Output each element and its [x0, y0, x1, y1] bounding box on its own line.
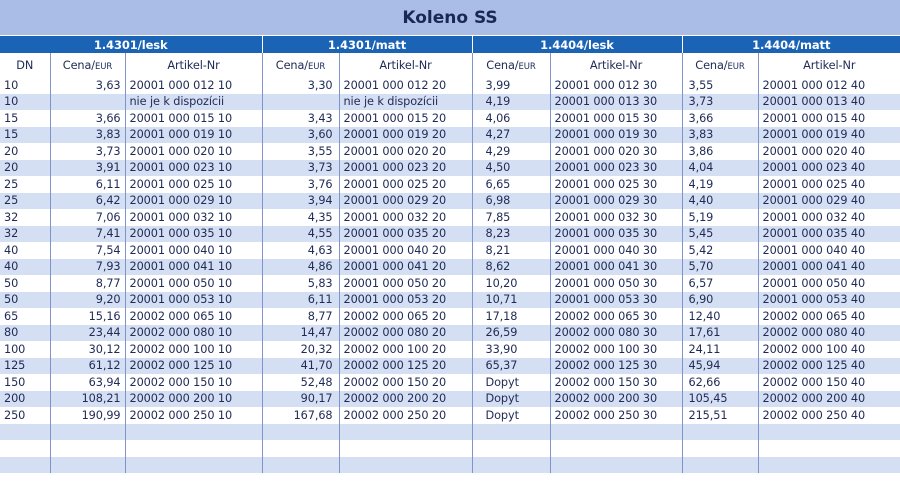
cell-dn: 40 — [0, 242, 50, 259]
column-header-price: Cena/EUR — [262, 53, 339, 77]
cell-price-4301-lesk — [50, 94, 125, 111]
table-row — [0, 176, 900, 193]
cell-price-4404-matt: 45,94 — [682, 358, 758, 375]
cell-price-4404-matt: 105,45 — [682, 391, 758, 408]
cell-article-4404-lesk: 20002 000 250 30 — [550, 407, 682, 424]
cell-dn: 200 — [0, 391, 50, 408]
cell-price-4404-matt: 6,90 — [682, 292, 758, 309]
cell-price-4404-matt: 5,19 — [682, 209, 758, 226]
cell-price-4404-matt: 5,45 — [682, 226, 758, 243]
cell-article-4301-lesk: 20001 000 041 10 — [125, 259, 262, 276]
cell-price-4404-matt — [682, 424, 758, 441]
cell-price-4301-matt — [262, 440, 339, 457]
cell-article-4301-matt: 20002 000 150 20 — [339, 374, 472, 391]
cell-price-4404-matt — [682, 457, 758, 474]
cell-article-4301-lesk: 20001 000 023 10 — [125, 160, 262, 177]
cell-price-4301-lesk: 61,12 — [50, 358, 125, 375]
cell-article-4301-matt: 20001 000 019 20 — [339, 127, 472, 144]
cell-article-4404-lesk: 20002 000 065 30 — [550, 308, 682, 325]
cell-price-4301-lesk — [50, 440, 125, 457]
table-row — [0, 127, 900, 144]
cell-price-4404-lesk: 4,50 — [472, 160, 550, 177]
cell-article-4301-matt: nie je k dispozícii — [339, 94, 472, 111]
cell-article-4404-lesk: 20002 000 100 30 — [550, 341, 682, 358]
cell-dn: 32 — [0, 209, 50, 226]
cell-article-4301-matt: 20001 000 025 20 — [339, 176, 472, 193]
cell-article-4404-matt — [758, 457, 900, 474]
cell-article-4301-matt: 20002 000 200 20 — [339, 391, 472, 408]
column-header-row — [0, 53, 900, 77]
table-row — [0, 242, 900, 259]
cell-price-4404-lesk: 8,23 — [472, 226, 550, 243]
cell-price-4301-lesk: 63,94 — [50, 374, 125, 391]
column-header-article: Artikel-Nr — [125, 53, 262, 77]
table-body — [0, 77, 900, 473]
cell-article-4404-matt: 20001 000 023 40 — [758, 160, 900, 177]
cell-article-4301-lesk — [125, 424, 262, 441]
cell-price-4301-matt: 3,76 — [262, 176, 339, 193]
cell-article-4404-matt — [758, 440, 900, 457]
cell-price-4404-lesk: 17,18 — [472, 308, 550, 325]
cell-price-4301-lesk: 7,41 — [50, 226, 125, 243]
cell-price-4301-matt: 3,43 — [262, 110, 339, 127]
cell-dn: 50 — [0, 275, 50, 292]
cell-article-4404-matt: 20002 000 065 40 — [758, 308, 900, 325]
cell-article-4404-matt: 20001 000 019 40 — [758, 127, 900, 144]
cell-dn: 150 — [0, 374, 50, 391]
cell-price-4301-lesk: 3,91 — [50, 160, 125, 177]
cell-article-4404-lesk: 20001 000 020 30 — [550, 143, 682, 160]
cell-article-4301-matt — [339, 440, 472, 457]
cell-dn: 15 — [0, 110, 50, 127]
cell-article-4301-lesk: 20001 000 015 10 — [125, 110, 262, 127]
cell-article-4404-lesk: 20001 000 025 30 — [550, 176, 682, 193]
cell-price-4404-lesk: 65,37 — [472, 358, 550, 375]
cell-price-4301-matt: 14,47 — [262, 325, 339, 342]
cell-article-4404-lesk: 20002 000 080 30 — [550, 325, 682, 342]
cell-article-4404-matt: 20001 000 032 40 — [758, 209, 900, 226]
cell-article-4404-matt: 20001 000 029 40 — [758, 193, 900, 210]
cell-price-4301-matt: 5,83 — [262, 275, 339, 292]
cell-price-4301-lesk: 15,16 — [50, 308, 125, 325]
table-row — [0, 292, 900, 309]
cell-price-4301-matt: 52,48 — [262, 374, 339, 391]
cell-price-4301-lesk: 3,83 — [50, 127, 125, 144]
cell-price-4301-lesk — [50, 424, 125, 441]
cell-price-4301-lesk: 8,77 — [50, 275, 125, 292]
cell-price-4301-matt — [262, 94, 339, 111]
cell-price-4301-matt: 3,60 — [262, 127, 339, 144]
cell-price-4301-lesk: 190,99 — [50, 407, 125, 424]
cell-price-4301-matt: 20,32 — [262, 341, 339, 358]
cell-price-4404-lesk — [472, 424, 550, 441]
cell-article-4404-matt — [758, 424, 900, 441]
cell-price-4301-matt: 4,86 — [262, 259, 339, 276]
cell-price-4404-matt: 4,04 — [682, 160, 758, 177]
cell-price-4404-lesk: 10,20 — [472, 275, 550, 292]
cell-price-4404-lesk: 7,85 — [472, 209, 550, 226]
cell-article-4404-matt: 20001 000 013 40 — [758, 94, 900, 111]
column-header-price: Cena/EUR — [50, 53, 125, 77]
group-header-2: 1.4301/matt — [262, 36, 472, 53]
cell-article-4404-matt: 20001 000 041 40 — [758, 259, 900, 276]
cell-article-4404-lesk: 20001 000 029 30 — [550, 193, 682, 210]
cell-price-4404-matt: 5,70 — [682, 259, 758, 276]
column-header-dn: DN — [0, 53, 50, 77]
table-row — [0, 358, 900, 375]
cell-price-4404-matt — [682, 440, 758, 457]
cell-article-4301-matt: 20001 000 040 20 — [339, 242, 472, 259]
cell-price-4404-lesk: 8,62 — [472, 259, 550, 276]
cell-price-4404-lesk — [472, 457, 550, 474]
cell-article-4404-lesk: 20001 000 015 30 — [550, 110, 682, 127]
cell-dn: 25 — [0, 193, 50, 210]
cell-dn: 250 — [0, 407, 50, 424]
cell-price-4301-lesk: 23,44 — [50, 325, 125, 342]
cell-article-4301-lesk: 20002 000 100 10 — [125, 341, 262, 358]
cell-price-4301-lesk: 7,54 — [50, 242, 125, 259]
cell-article-4404-matt: 20001 000 020 40 — [758, 143, 900, 160]
cell-price-4301-matt: 8,77 — [262, 308, 339, 325]
cell-article-4404-matt: 20002 000 250 40 — [758, 407, 900, 424]
cell-price-4301-matt: 4,55 — [262, 226, 339, 243]
cell-dn: 20 — [0, 143, 50, 160]
cell-article-4301-matt: 20002 000 065 20 — [339, 308, 472, 325]
column-header-article: Artikel-Nr — [550, 53, 682, 77]
table-row — [0, 193, 900, 210]
table-row — [0, 374, 900, 391]
cell-article-4404-lesk: 20001 000 019 30 — [550, 127, 682, 144]
table-row — [0, 308, 900, 325]
cell-price-4404-matt: 24,11 — [682, 341, 758, 358]
cell-article-4404-matt: 20001 000 015 40 — [758, 110, 900, 127]
cell-price-4404-lesk: 4,29 — [472, 143, 550, 160]
cell-dn: 100 — [0, 341, 50, 358]
cell-article-4301-matt: 20002 000 100 20 — [339, 341, 472, 358]
cell-price-4404-matt: 3,66 — [682, 110, 758, 127]
cell-price-4301-lesk: 6,42 — [50, 193, 125, 210]
cell-price-4404-lesk: 6,65 — [472, 176, 550, 193]
cell-article-4301-lesk — [125, 440, 262, 457]
cell-dn: 40 — [0, 259, 50, 276]
cell-price-4404-lesk: Dopyt — [472, 391, 550, 408]
cell-dn: 15 — [0, 127, 50, 144]
table-row — [0, 424, 900, 441]
cell-article-4301-lesk — [125, 457, 262, 474]
cell-article-4404-lesk: 20002 000 200 30 — [550, 391, 682, 408]
cell-price-4404-lesk: Dopyt — [472, 374, 550, 391]
cell-price-4404-lesk — [472, 440, 550, 457]
cell-article-4301-matt: 20002 000 250 20 — [339, 407, 472, 424]
cell-price-4404-matt: 3,83 — [682, 127, 758, 144]
cell-article-4404-lesk: 20001 000 035 30 — [550, 226, 682, 243]
cell-dn — [0, 457, 50, 474]
cell-article-4404-lesk: 20001 000 050 30 — [550, 275, 682, 292]
cell-article-4404-matt: 20001 000 050 40 — [758, 275, 900, 292]
cell-article-4404-lesk: 20001 000 013 30 — [550, 94, 682, 111]
cell-price-4301-matt: 4,35 — [262, 209, 339, 226]
table-row — [0, 94, 900, 111]
group-header-row — [0, 36, 900, 53]
cell-price-4404-matt: 3,86 — [682, 143, 758, 160]
cell-article-4301-lesk: 20002 000 250 10 — [125, 407, 262, 424]
cell-article-4404-lesk: 20001 000 023 30 — [550, 160, 682, 177]
cell-price-4301-matt: 3,94 — [262, 193, 339, 210]
cell-price-4404-matt: 17,61 — [682, 325, 758, 342]
cell-article-4301-lesk: 20001 000 029 10 — [125, 193, 262, 210]
cell-price-4301-matt: 167,68 — [262, 407, 339, 424]
cell-price-4301-lesk: 7,93 — [50, 259, 125, 276]
cell-article-4301-lesk: 20002 000 125 10 — [125, 358, 262, 375]
cell-article-4301-matt: 20001 000 015 20 — [339, 110, 472, 127]
cell-price-4301-matt: 4,63 — [262, 242, 339, 259]
cell-article-4404-matt: 20002 000 200 40 — [758, 391, 900, 408]
cell-article-4404-lesk: 20001 000 053 30 — [550, 292, 682, 309]
cell-dn — [0, 440, 50, 457]
cell-price-4404-matt: 4,19 — [682, 176, 758, 193]
cell-price-4301-lesk: 30,12 — [50, 341, 125, 358]
cell-dn: 50 — [0, 292, 50, 309]
cell-price-4301-lesk: 108,21 — [50, 391, 125, 408]
cell-price-4301-matt — [262, 457, 339, 474]
cell-price-4301-lesk — [50, 457, 125, 474]
table-row — [0, 259, 900, 276]
cell-article-4301-matt — [339, 424, 472, 441]
cell-price-4404-matt: 4,40 — [682, 193, 758, 210]
cell-price-4404-lesk: 3,99 — [472, 77, 550, 94]
cell-article-4404-lesk — [550, 440, 682, 457]
cell-price-4404-lesk: 6,98 — [472, 193, 550, 210]
cell-price-4301-lesk: 3,63 — [50, 77, 125, 94]
group-header-1: 1.4301/lesk — [0, 36, 262, 53]
cell-dn: 10 — [0, 94, 50, 111]
cell-article-4404-matt: 20001 000 012 40 — [758, 77, 900, 94]
cell-article-4404-lesk — [550, 457, 682, 474]
cell-article-4404-matt: 20001 000 040 40 — [758, 242, 900, 259]
cell-price-4301-matt: 90,17 — [262, 391, 339, 408]
cell-article-4301-lesk: 20001 000 040 10 — [125, 242, 262, 259]
cell-article-4301-lesk: nie je k dispozícii — [125, 94, 262, 111]
table-row — [0, 209, 900, 226]
cell-article-4301-matt: 20002 000 125 20 — [339, 358, 472, 375]
column-header-price: Cena/EUR — [472, 53, 550, 77]
cell-article-4404-lesk: 20001 000 040 30 — [550, 242, 682, 259]
cell-article-4404-lesk — [550, 424, 682, 441]
cell-price-4404-lesk: 10,71 — [472, 292, 550, 309]
cell-article-4301-matt: 20001 000 053 20 — [339, 292, 472, 309]
cell-article-4404-matt: 20002 000 125 40 — [758, 358, 900, 375]
table-row — [0, 275, 900, 292]
cell-price-4404-lesk: 4,06 — [472, 110, 550, 127]
table-row — [0, 143, 900, 160]
table-row — [0, 325, 900, 342]
cell-article-4301-lesk: 20001 000 020 10 — [125, 143, 262, 160]
cell-article-4301-matt: 20002 000 080 20 — [339, 325, 472, 342]
cell-article-4301-matt: 20001 000 041 20 — [339, 259, 472, 276]
table-row — [0, 341, 900, 358]
cell-dn: 32 — [0, 226, 50, 243]
cell-article-4301-matt: 20001 000 029 20 — [339, 193, 472, 210]
cell-article-4301-matt: 20001 000 020 20 — [339, 143, 472, 160]
cell-price-4404-matt: 6,57 — [682, 275, 758, 292]
cell-dn: 25 — [0, 176, 50, 193]
cell-price-4404-matt: 62,66 — [682, 374, 758, 391]
cell-price-4301-matt: 3,73 — [262, 160, 339, 177]
table-row — [0, 160, 900, 177]
column-header-article: Artikel-Nr — [758, 53, 900, 77]
group-header-3: 1.4404/lesk — [472, 36, 682, 53]
cell-article-4404-lesk: 20001 000 041 30 — [550, 259, 682, 276]
cell-article-4301-lesk: 20001 000 019 10 — [125, 127, 262, 144]
table-row — [0, 226, 900, 243]
price-table — [0, 36, 900, 473]
cell-price-4301-lesk: 7,06 — [50, 209, 125, 226]
cell-price-4301-lesk: 3,66 — [50, 110, 125, 127]
cell-article-4404-lesk: 20001 000 032 30 — [550, 209, 682, 226]
cell-price-4301-matt: 3,55 — [262, 143, 339, 160]
cell-article-4301-matt: 20001 000 050 20 — [339, 275, 472, 292]
cell-article-4404-matt: 20002 000 150 40 — [758, 374, 900, 391]
cell-article-4301-lesk: 20002 000 080 10 — [125, 325, 262, 342]
cell-price-4404-lesk: 4,27 — [472, 127, 550, 144]
cell-article-4301-lesk: 20001 000 050 10 — [125, 275, 262, 292]
cell-dn: 80 — [0, 325, 50, 342]
cell-article-4301-matt: 20001 000 012 20 — [339, 77, 472, 94]
cell-price-4404-lesk: 26,59 — [472, 325, 550, 342]
cell-price-4301-matt: 41,70 — [262, 358, 339, 375]
table-row — [0, 407, 900, 424]
cell-article-4301-lesk: 20002 000 200 10 — [125, 391, 262, 408]
cell-price-4404-lesk: 8,21 — [472, 242, 550, 259]
cell-article-4301-lesk: 20001 000 035 10 — [125, 226, 262, 243]
cell-price-4301-lesk: 9,20 — [50, 292, 125, 309]
cell-article-4404-lesk: 20002 000 125 30 — [550, 358, 682, 375]
cell-article-4404-matt: 20002 000 080 40 — [758, 325, 900, 342]
cell-article-4404-matt: 20001 000 025 40 — [758, 176, 900, 193]
cell-price-4301-matt: 3,30 — [262, 77, 339, 94]
cell-dn: 10 — [0, 77, 50, 94]
group-header-4: 1.4404/matt — [682, 36, 900, 53]
cell-price-4404-matt: 5,42 — [682, 242, 758, 259]
cell-article-4301-lesk: 20001 000 053 10 — [125, 292, 262, 309]
cell-article-4404-matt: 20001 000 053 40 — [758, 292, 900, 309]
cell-price-4301-matt — [262, 424, 339, 441]
table-row — [0, 110, 900, 127]
table-row — [0, 457, 900, 474]
cell-article-4301-lesk: 20001 000 032 10 — [125, 209, 262, 226]
cell-dn: 65 — [0, 308, 50, 325]
cell-price-4404-matt: 12,40 — [682, 308, 758, 325]
cell-price-4301-lesk: 3,73 — [50, 143, 125, 160]
cell-dn: 125 — [0, 358, 50, 375]
cell-price-4404-lesk: 4,19 — [472, 94, 550, 111]
table-row — [0, 77, 900, 94]
cell-price-4404-matt: 3,55 — [682, 77, 758, 94]
table-row — [0, 391, 900, 408]
cell-article-4404-lesk: 20002 000 150 30 — [550, 374, 682, 391]
cell-article-4301-matt: 20001 000 032 20 — [339, 209, 472, 226]
cell-price-4301-matt: 6,11 — [262, 292, 339, 309]
cell-article-4301-lesk: 20001 000 012 10 — [125, 77, 262, 94]
cell-article-4301-matt — [339, 457, 472, 474]
column-header-price: Cena/EUR — [682, 53, 758, 77]
cell-article-4301-matt: 20001 000 023 20 — [339, 160, 472, 177]
column-header-article: Artikel-Nr — [339, 53, 472, 77]
cell-article-4404-matt: 20001 000 035 40 — [758, 226, 900, 243]
cell-article-4404-lesk: 20001 000 012 30 — [550, 77, 682, 94]
cell-article-4301-matt: 20001 000 035 20 — [339, 226, 472, 243]
cell-price-4404-matt: 3,73 — [682, 94, 758, 111]
cell-dn: 20 — [0, 160, 50, 177]
cell-price-4404-lesk: Dopyt — [472, 407, 550, 424]
cell-price-4404-lesk: 33,90 — [472, 341, 550, 358]
page-title: Koleno SS — [0, 0, 900, 36]
cell-article-4301-lesk: 20002 000 065 10 — [125, 308, 262, 325]
cell-price-4301-lesk: 6,11 — [50, 176, 125, 193]
cell-article-4404-matt: 20002 000 100 40 — [758, 341, 900, 358]
cell-article-4301-lesk: 20001 000 025 10 — [125, 176, 262, 193]
cell-price-4404-matt: 215,51 — [682, 407, 758, 424]
cell-article-4301-lesk: 20002 000 150 10 — [125, 374, 262, 391]
table-row — [0, 440, 900, 457]
cell-dn — [0, 424, 50, 441]
